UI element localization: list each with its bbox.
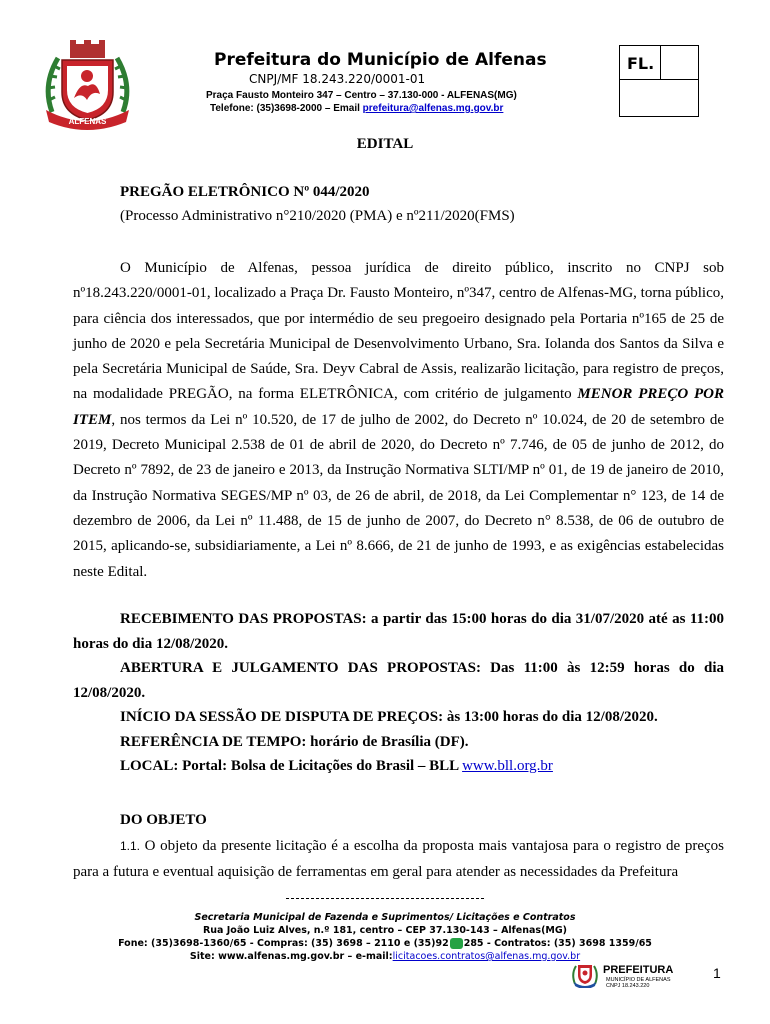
footer-brand-sub-line2: CNPJ 18.243.220 [606,983,650,989]
footer-phones-part2: 285 - Contratos: (35) 3698 1359/65 [463,938,652,949]
section-title-object: DO OBJETO [120,812,207,828]
intro-text-part1: O Município de Alfenas, pessoa jurídica de direito público, inscrito no CNPJ sob nº18.243.220/0001-01, localizado a Praça Dr. Fausto Monteiro, nº347, centro de Alfenas-MG, torna público, para ciência dos interessados, que por intermédio de seu pregoeiro designado pela Portaria nº165 de 25 de junho de 2020 e pela Secretária Municipal de Desenvolvimento Urbano, Sra. Iolanda dos Santos da Silva e pela Secretária Municipal de Saúde, Sra. Deyv Cabral de Assis, realizarão licitação, para registro de preços, na modalidade PREGÃO, na forma ELETRÔNICA, com critério de julgamento [73,260,724,403]
intro-paragraph [73,256,724,585]
fl-box-divider-horizontal [620,79,698,80]
municipality-cnpj: CNPJ/MF 18.243.220/0001-01 [249,72,426,86]
page-footer [0,911,770,963]
svg-text:ALFENAS: ALFENAS [68,117,107,126]
footer-brand-sub-line1: MUNICÍPIO DE ALFENAS [606,977,671,983]
bll-portal-link[interactable]: www.bll.org.br [462,758,553,774]
fl-stamp-box [619,45,699,117]
footer-phones-part1: Fone: (35)3698-1360/65 - Compras: (35) 3698 – 2110 e (35)92 [118,938,449,949]
schedule-block [73,607,724,779]
footer-phones [0,937,770,950]
fl-label: FL. [627,54,655,73]
municipality-title: Prefeitura do Município de Alfenas [214,50,547,70]
municipal-crest-icon [40,40,135,132]
intro-text-part2: , nos termos da Lei nº 10.520, de 17 de julho de 2002, do Decreto nº 10.024, de 20 de setembro de 2019, Decreto Municipal 2.538 de 01 de abril de 2020, do Decreto nº 7.746, de 05 de junho de 2012, do Decreto nº 7892, de 23 de janeiro e 2013, da Instrução Normativa SLTI/MP nº 01, de 19 de janeiro de 2010, da Instrução Normativa SEGES/MP nº 03, de 26 de abril, de 2018, da Lei Complementar n° 123, de 14 de dezembro de 2006, da Lei nº 11.488, de 15 de junho de 2007, do Decreto n° 8.538, de 06 de outubro de 2015, aplicando-se, subsidiariamente, a Lei nº 8.666, de 21 de junho de 1993, e as exigências estabelecidas neste Edital. [73,411,724,580]
location-text: LOCAL: Portal: Bolsa de Licitações do Brasil – BLL [120,758,463,774]
process-number: (Processo Administrativo n°210/2020 (PMA) e nº211/2020(FMS) [120,208,515,224]
footer-site [0,950,770,963]
footer-crest-icon [571,962,599,988]
municipality-address: Praça Fausto Monteiro 347 – Centro – 37.130-000 - ALFENAS(MG) [206,90,517,101]
footer-address: Rua João Luiz Alves, n.º 181, centro – CEP 37.130-143 – Alfenas(MG) [202,925,568,936]
location-line [73,754,724,779]
phone-text: Telefone: (35)3698-2000 – Email [210,103,363,114]
item-number: 1.1. [120,839,141,853]
whatsapp-icon [450,938,463,949]
dispute-start: INÍCIO DA SESSÃO DE DISPUTA DE PREÇOS: às 13:00 horas do dia 12/08/2020. [120,709,658,725]
fl-box-divider-vertical [660,46,661,79]
object-text: O objeto da presente licitação é a escolha da proposta mais vantajosa para o registro de preços para a futura e eventual aquisição de ferramentas em geral para atender as necessidades da Prefeitura [73,838,724,880]
receipt-period: RECEBIMENTO DAS PROPOSTAS: a partir das 15:00 horas do dia 31/07/2020 até as 11:00 horas do dia 12/08/2020. [73,611,724,652]
footer-email-link[interactable]: licitacoes.contratos@alfenas.mg.gov.br [392,951,581,962]
footer-divider [286,898,484,899]
footer-brand: PREFEITURA [603,964,674,976]
letterhead [0,0,770,130]
page-number: 1 [713,965,721,981]
footer-brand-sub [606,977,671,989]
document-heading: EDITAL [356,136,414,152]
time-reference: REFERÊNCIA DE TEMPO: horário de Brasília (DF). [120,733,469,750]
municipality-contact [210,103,503,114]
judgment-criterion: MENOR PREÇO POR ITEM [73,386,724,428]
footer-site-text: Site: www.alfenas.mg.gov.br – e-mail: [189,951,393,962]
email-link[interactable]: prefeitura@alfenas.mg.gov.br [362,103,504,114]
footer-department: Secretaria Municipal de Fazenda e Suprimentos/ Licitações e Contratos [194,912,576,923]
opening-period: ABERTURA E JULGAMENTO DAS PROPOSTAS: Das 11:00 às 12:59 horas do dia 12/08/2020. [73,660,724,701]
pregao-number: PREGÃO ELETRÔNICO Nº 044/2020 [120,184,370,200]
object-paragraph [73,834,724,885]
